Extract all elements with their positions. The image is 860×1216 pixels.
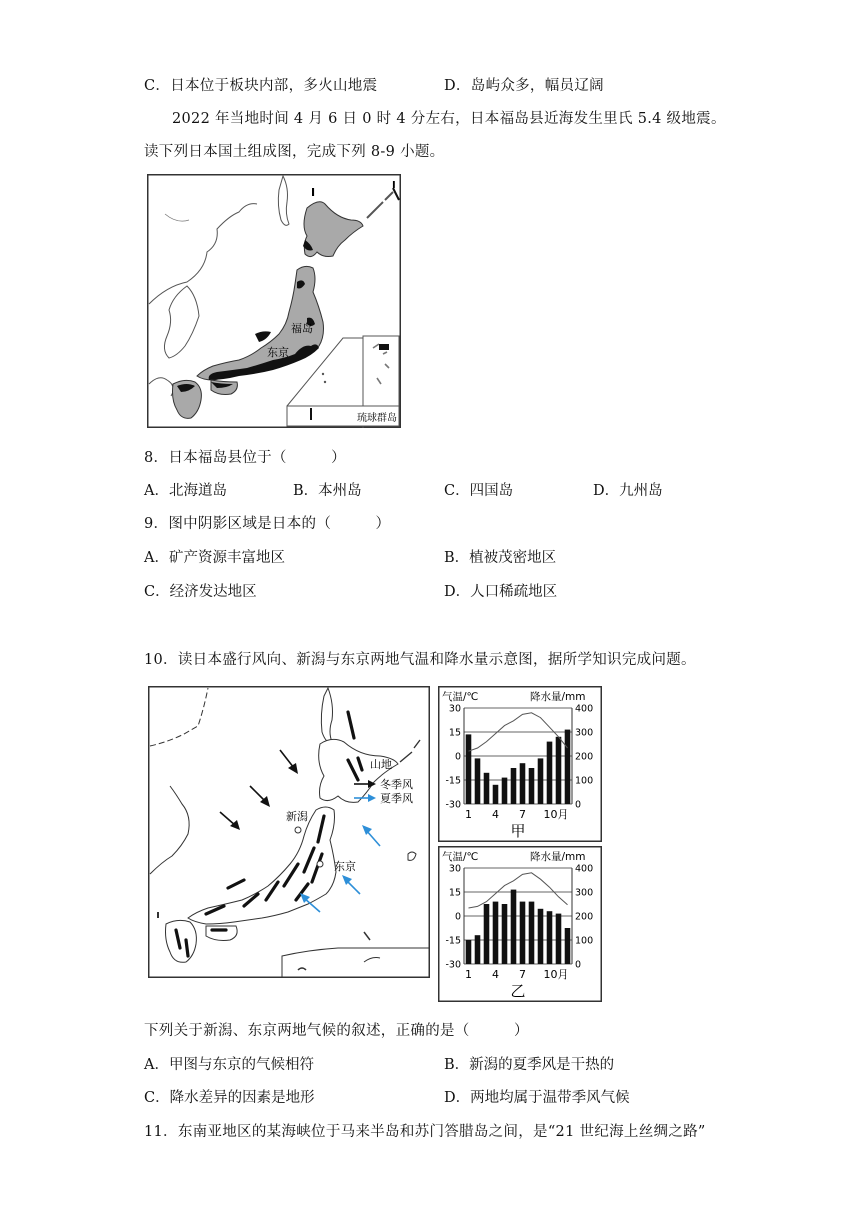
x-tick-label: 10月 xyxy=(543,808,569,821)
precip-bar xyxy=(565,928,571,964)
chart-right-axis-label: 降水量/mm xyxy=(530,691,586,703)
precip-bar xyxy=(529,768,535,804)
legend-summer: 夏季风 xyxy=(380,792,413,805)
climate-chart-yi xyxy=(438,846,602,1002)
precip-bar xyxy=(556,914,562,964)
temp-tick-label: -15 xyxy=(445,935,461,947)
ryukyu-label: 琉球群岛 xyxy=(357,413,397,424)
legend-mountain: 山地 xyxy=(370,758,392,771)
x-tick-label: 7 xyxy=(519,968,526,981)
temp-tick-label: 15 xyxy=(448,727,461,739)
precip-bar xyxy=(520,763,526,804)
q9-option-d: D．人口稀疏地区 xyxy=(444,584,558,600)
tokyo-label: 东京 xyxy=(267,346,289,359)
q9-option-c: C．经济发达地区 xyxy=(144,584,257,600)
chart-left-axis-label: 气温/℃ xyxy=(442,691,479,703)
chart-title: 乙 xyxy=(510,982,526,1000)
chart-left-axis-label: 气温/℃ xyxy=(442,851,479,863)
japan-territory-map xyxy=(147,174,401,428)
q9-option-a: A．矿产资源丰富地区 xyxy=(144,550,285,566)
q8-option-c: C．四国岛 xyxy=(444,483,514,499)
q10-option-b: B．新潟的夏季风是干热的 xyxy=(444,1057,615,1073)
precip-bar xyxy=(556,737,562,804)
chart-title: 甲 xyxy=(510,822,526,840)
precip-bar xyxy=(466,734,472,804)
precip-bar xyxy=(466,940,472,964)
q8-stem: 8．日本福岛县位于（ ） xyxy=(144,450,346,466)
precip-bar xyxy=(475,758,481,804)
q7-option-c: C．日本位于板块内部，多火山地震 xyxy=(144,78,378,94)
precip-bar xyxy=(511,768,517,804)
intro-text-1: 2022 年当地时间 4 月 6 日 0 时 4 分左右，日本福岛县近海发生里氏 5.4 级地震。 xyxy=(172,111,726,127)
temp-tick-label: 30 xyxy=(448,703,461,715)
x-tick-label: 4 xyxy=(492,808,499,821)
precip-tick-label: 300 xyxy=(575,887,594,899)
q10-question: 下列关于新潟、东京两地气候的叙述，正确的是（ ） xyxy=(144,1023,529,1039)
precip-tick-label: 400 xyxy=(575,703,594,715)
temp-tick-label: 0 xyxy=(454,751,461,763)
temp-tick-label: -15 xyxy=(445,775,461,787)
q7-option-d: D．岛屿众多，幅员辽阔 xyxy=(444,78,604,94)
q11-stem: 11．东南亚地区的某海峡位于马来半岛和苏门答腊岛之间，是“21 世纪海上丝绸之路” xyxy=(144,1124,706,1140)
intro-text-2: 读下列日本国土组成图，完成下列 8-9 小题。 xyxy=(144,144,445,160)
precip-bar xyxy=(493,902,499,964)
temp-tick-label: -30 xyxy=(445,959,461,971)
precip-tick-label: 0 xyxy=(575,799,582,811)
legend-winter: 冬季风 xyxy=(380,778,413,791)
precip-bar xyxy=(502,778,508,804)
precip-bar xyxy=(484,904,490,964)
x-tick-label: 1 xyxy=(465,968,472,981)
q10-option-a: A．甲图与东京的气候相符 xyxy=(144,1057,314,1073)
precip-bar xyxy=(493,785,499,804)
map1-north-label: I xyxy=(311,186,316,199)
chart-right-axis-label: 降水量/mm xyxy=(530,851,586,863)
tokyo-label-2: 东京 xyxy=(334,860,356,873)
precip-tick-label: 100 xyxy=(575,935,594,947)
temp-tick-label: 30 xyxy=(448,863,461,875)
precip-tick-label: 100 xyxy=(575,775,594,787)
precip-bar xyxy=(529,902,535,964)
precip-tick-label: 200 xyxy=(575,911,594,923)
climate-chart-jia xyxy=(438,686,602,842)
q8-option-b: B．本州岛 xyxy=(293,483,362,499)
precip-bar xyxy=(538,909,544,964)
fukushima-label: 福岛 xyxy=(291,322,313,335)
temp-tick-label: 0 xyxy=(454,911,461,923)
q8-option-d: D．九州岛 xyxy=(593,483,663,499)
precip-bar xyxy=(484,773,490,804)
x-tick-label: 4 xyxy=(492,968,499,981)
precip-bar xyxy=(475,935,481,964)
precip-tick-label: 0 xyxy=(575,959,582,971)
x-tick-label: 1 xyxy=(465,808,472,821)
precip-bar xyxy=(538,758,544,804)
precip-bar xyxy=(547,911,553,964)
q10-option-d: D．两地均属于温带季风气候 xyxy=(444,1090,630,1106)
niigata-label: 新潟 xyxy=(286,810,308,823)
temp-tick-label: -30 xyxy=(445,799,461,811)
precip-bar xyxy=(565,730,571,804)
precip-bar xyxy=(511,890,517,964)
precip-bar xyxy=(520,902,526,964)
q9-option-b: B．植被茂密地区 xyxy=(444,550,557,566)
precip-bar xyxy=(547,742,553,804)
q10-option-c: C．降水差异的因素是地形 xyxy=(144,1090,315,1106)
q8-option-a: A．北海道岛 xyxy=(144,483,227,499)
map1-corner-label: I xyxy=(392,180,396,191)
precip-tick-label: 300 xyxy=(575,727,594,739)
precip-bar xyxy=(502,904,508,964)
q10-stem: 10．读日本盛行风向、新潟与东京两地气温和降水量示意图，据所学知识完成问题。 xyxy=(144,652,696,668)
japan-monsoon-map xyxy=(148,686,430,978)
precip-tick-label: 200 xyxy=(575,751,594,763)
x-tick-label: 7 xyxy=(519,808,526,821)
precip-tick-label: 400 xyxy=(575,863,594,875)
q9-stem: 9．图中阴影区域是日本的（ ） xyxy=(144,516,391,532)
x-tick-label: 10月 xyxy=(543,968,569,981)
temp-tick-label: 15 xyxy=(448,887,461,899)
